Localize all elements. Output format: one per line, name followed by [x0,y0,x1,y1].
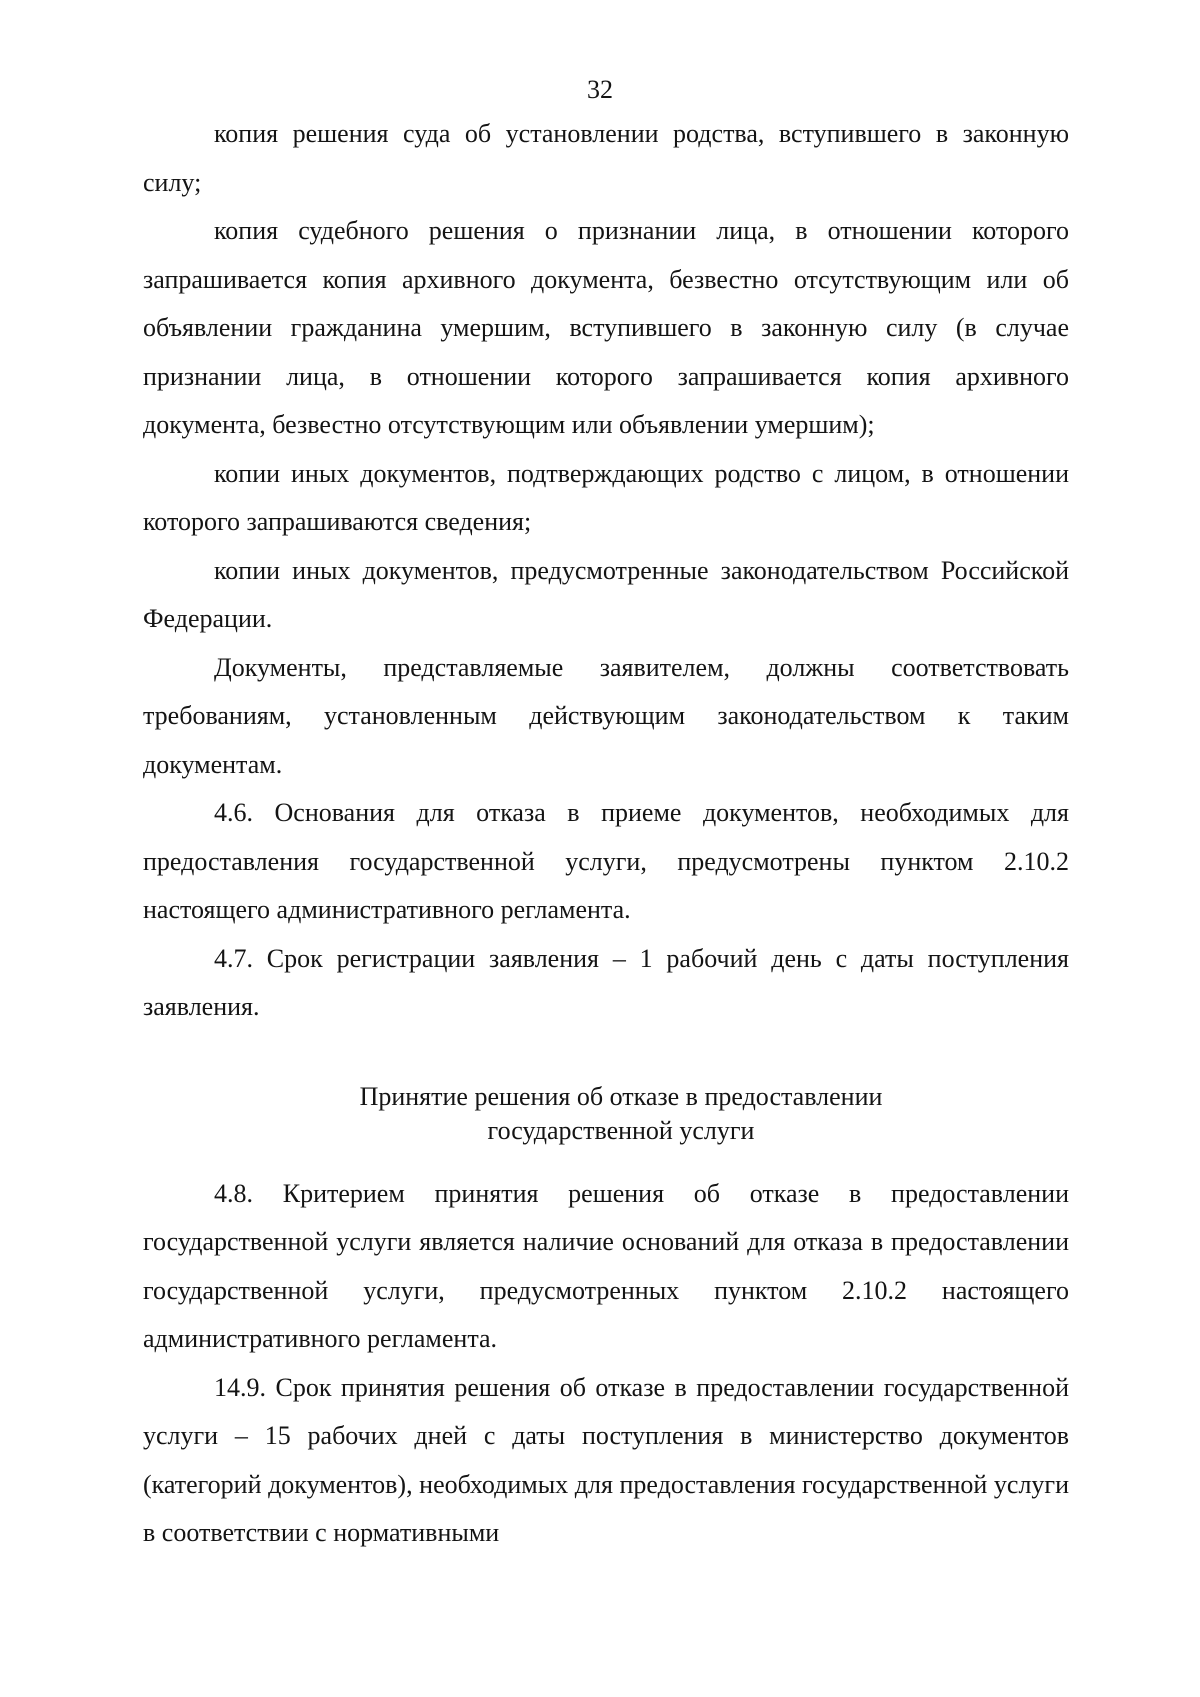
paragraph-other-documents: копии иных документов, предусмотренные законодательством Российской Федерации. [143,555,1069,633]
paragraph-missing-person-decision: копия судебного решения о признании лица, в отношении которого запрашивается копия архивного документа, безвестно отсутствующим или об объявлении гражданина умершим, вступившего в законную силу (в случае признании лица, в отношении которого запрашивается копия архивного документа, безвестно отсутствующим или объявлении умершим); [143,216,1069,439]
paragraph-4-6: 4.6. Основания для отказа в приеме документов, необходимых для предоставления государственной услуги, предусмотрены пунктом 2.10.2 настоящего административного регламента. [143,798,1069,924]
paragraph-kinship-documents: копии иных документов, подтверждающих родство с лицом, в отношении которого запрашиваются сведения; [143,458,1069,536]
page-number: 32 [587,75,613,104]
paragraph-court-decision-kinship: копия решения суда об установлении родства, вступившего в законную силу; [143,119,1069,197]
paragraph-4-8: 4.8. Критерием принятия решения об отказе в предоставлении государственной услуги является наличие оснований для отказа в предоставлении государственной услуги, предусмотренных пунктом 2.10.2 настоящего административного регламента. [143,1178,1069,1353]
paragraph-4-7: 4.7. Срок регистрации заявления – 1 рабочий день с даты поступления заявления. [143,943,1069,1021]
section-heading-line-2: государственной услуги [487,1115,755,1145]
document-body [143,110,1069,1558]
paragraph-document-requirements: Документы, представляемые заявителем, должны соответствовать требованиям, установленным действующим законодательством к таким документам. [143,652,1069,779]
section-heading [143,1080,1069,1148]
section-heading-line-1: Принятие решения об отказе в предоставлении [359,1081,883,1111]
paragraph-14-9: 14.9. Срок принятия решения об отказе в предоставлении государственной услуги – 15 рабочих дней с даты поступления в министерство документов (категорий документов), необходимых для предоставления государственной услуги в соответствии с нормативными [143,1372,1069,1547]
